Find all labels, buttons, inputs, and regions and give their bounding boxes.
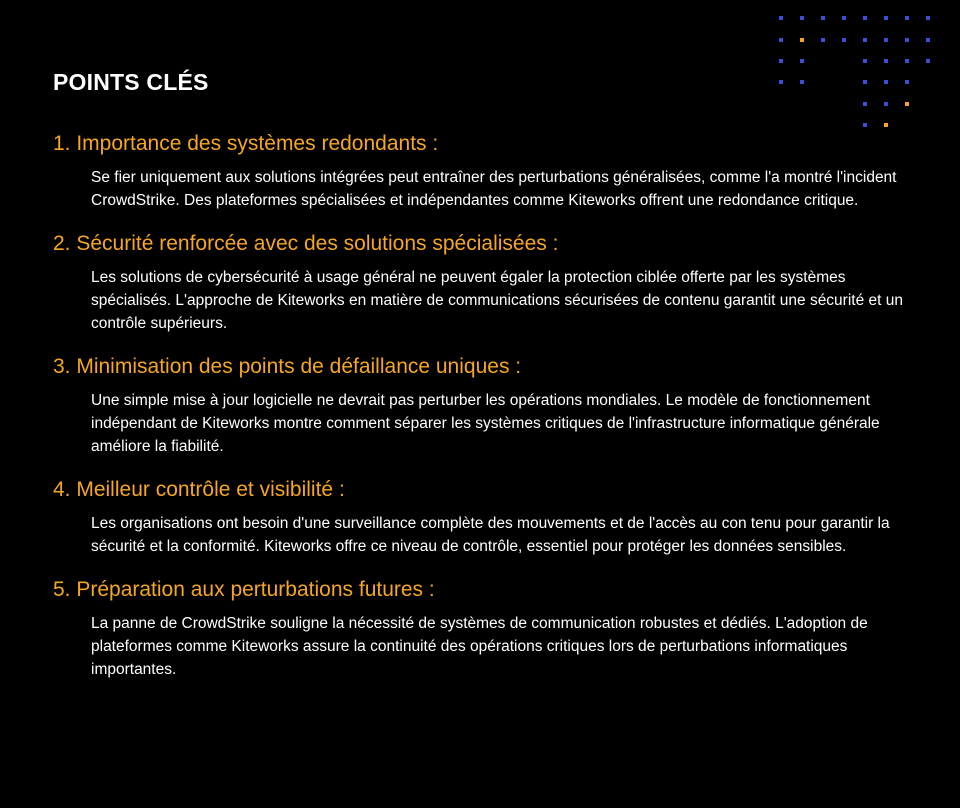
decorative-dot bbox=[926, 16, 930, 20]
decorative-dot bbox=[821, 16, 825, 20]
decorative-dot bbox=[905, 16, 909, 20]
decorative-dot bbox=[779, 38, 783, 42]
decorative-dot bbox=[842, 38, 846, 42]
key-point-body: Les organisations ont besoin d'une surveillance complète des mouvements et de l'accès au con tenu pour garantir la sécurité et la conformité. Kiteworks offre ce niveau de contrôle, essentiel pour protéger les données sensibles. bbox=[91, 515, 890, 555]
decorative-dot bbox=[800, 16, 804, 20]
decorative-dot bbox=[863, 38, 867, 42]
decorative-dot bbox=[800, 59, 804, 63]
decorative-dot bbox=[905, 80, 909, 84]
decorative-dot bbox=[779, 80, 783, 84]
decorative-dot bbox=[863, 80, 867, 84]
key-point-3 bbox=[53, 354, 923, 458]
decorative-dot bbox=[821, 38, 825, 42]
key-point-4 bbox=[53, 477, 923, 558]
page-title: POINTS CLÉS bbox=[53, 69, 209, 95]
decorative-dot bbox=[800, 38, 804, 42]
decorative-dot bbox=[800, 80, 804, 84]
decorative-dot bbox=[863, 102, 867, 106]
decorative-dot bbox=[884, 102, 888, 106]
key-point-heading: 4. Meilleur contrôle et visibilité : bbox=[53, 478, 345, 501]
decorative-dot bbox=[884, 16, 888, 20]
decorative-dot bbox=[779, 59, 783, 63]
decorative-dot bbox=[905, 59, 909, 63]
key-points-list bbox=[53, 131, 923, 700]
key-point-2 bbox=[53, 231, 923, 335]
decorative-dot bbox=[842, 16, 846, 20]
decorative-dot bbox=[884, 59, 888, 63]
key-point-1 bbox=[53, 131, 923, 212]
key-point-heading: 3. Minimisation des points de défaillance uniques : bbox=[53, 355, 522, 378]
decorative-dot bbox=[905, 102, 909, 106]
decorative-dot bbox=[779, 16, 783, 20]
key-point-heading: 2. Sécurité renforcée avec des solutions spécialisées : bbox=[53, 232, 559, 255]
decorative-dot bbox=[884, 80, 888, 84]
decorative-dot bbox=[884, 38, 888, 42]
decorative-dot bbox=[863, 59, 867, 63]
key-point-heading: 5. Préparation aux perturbations futures : bbox=[53, 578, 435, 601]
key-point-body: Une simple mise à jour logicielle ne devrait pas perturber les opérations mondiales. Le modèle de fonctionnement indépendant de Kiteworks montre comment séparer les systèmes critiques de l'infrastructure informatique générale améliore la fiabilité. bbox=[91, 392, 880, 455]
decorative-dot bbox=[863, 123, 867, 127]
decorative-dot bbox=[926, 38, 930, 42]
decorative-dot bbox=[926, 59, 930, 63]
decorative-dot bbox=[863, 16, 867, 20]
key-point-body: Se fier uniquement aux solutions intégrées peut entraîner des perturbations généralisées, comme l'a montré l'incident CrowdStrike. Des plateformes spécialisées et indépendantes comme Kiteworks offrent une redondance critique. bbox=[91, 169, 897, 209]
key-point-body: Les solutions de cybersécurité à usage général ne peuvent égaler la protection ciblée offerte par les systèmes spécialisés. L'approche de Kiteworks en matière de communications sécurisées de contenu garantit une sécurité et un contrôle supérieurs. bbox=[91, 269, 903, 332]
key-point-5 bbox=[53, 577, 923, 681]
key-point-heading: 1. Importance des systèmes redondants : bbox=[53, 132, 439, 155]
decorative-dot bbox=[884, 123, 888, 127]
key-point-body: La panne de CrowdStrike souligne la nécessité de systèmes de communication robustes et dédiés. L'adoption de plateformes comme Kiteworks assure la continuité des opérations critiques lors de perturbations informatiques importantes. bbox=[91, 615, 868, 678]
decorative-dot bbox=[905, 38, 909, 42]
